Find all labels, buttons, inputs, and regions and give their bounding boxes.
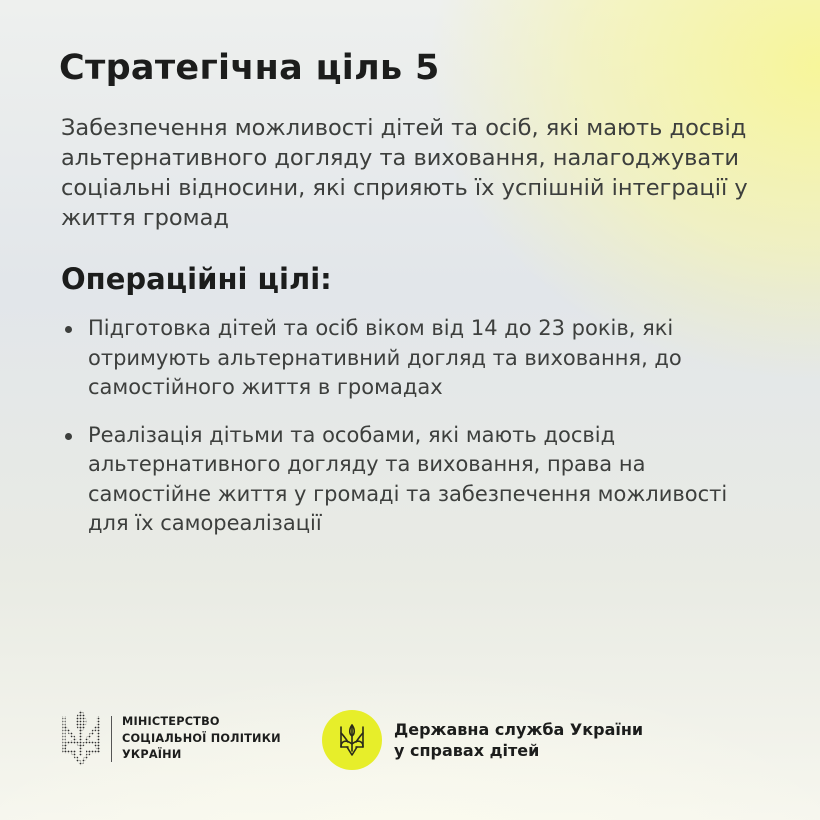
list-item	[61, 314, 761, 403]
page-title: Стратегічна ціль 5	[59, 48, 440, 88]
operational-goals-heading: Операційні цілі:	[61, 262, 332, 296]
bullet-icon	[65, 433, 72, 440]
agency-logo	[322, 710, 682, 772]
agency-name-line: у справах дітей	[394, 741, 540, 760]
trident-icon	[338, 723, 366, 757]
agency-name	[394, 719, 643, 761]
agency-badge	[322, 710, 382, 770]
ministry-name	[122, 714, 281, 764]
ministry-name-line: СОЦІАЛЬНОЇ ПОЛІТИКИ	[122, 731, 281, 745]
list-item	[61, 421, 761, 539]
agency-name-line: Державна служба України	[394, 720, 644, 739]
trident-icon	[58, 708, 104, 770]
goal-text: Реалізація дітьми та особами, які мають досвід альтернативного догляду та виховання, права на самостійне життя у громаді та забезпечення можливості для їх самореалізації	[88, 422, 728, 535]
strategic-goal-description: Забезпечення можливості дітей та осіб, які мають досвід альтернативного догляду та виховання, налагоджувати соціальні відносини, які сприяють їх успішній інтеграції у життя громад	[61, 115, 748, 231]
operational-goals-list	[61, 314, 761, 557]
bullet-icon	[65, 326, 72, 333]
logo-divider	[111, 716, 112, 762]
ministry-name-line: УКРАЇНИ	[122, 748, 182, 761]
ministry-name-line: МІНІСТЕРСТВО	[122, 715, 220, 728]
goal-text: Підготовка дітей та осіб віком від 14 до 23 років, які отримують альтернативний догляд та виховання, до самостійного життя в громадах	[88, 316, 682, 399]
ministry-logo	[58, 708, 308, 770]
